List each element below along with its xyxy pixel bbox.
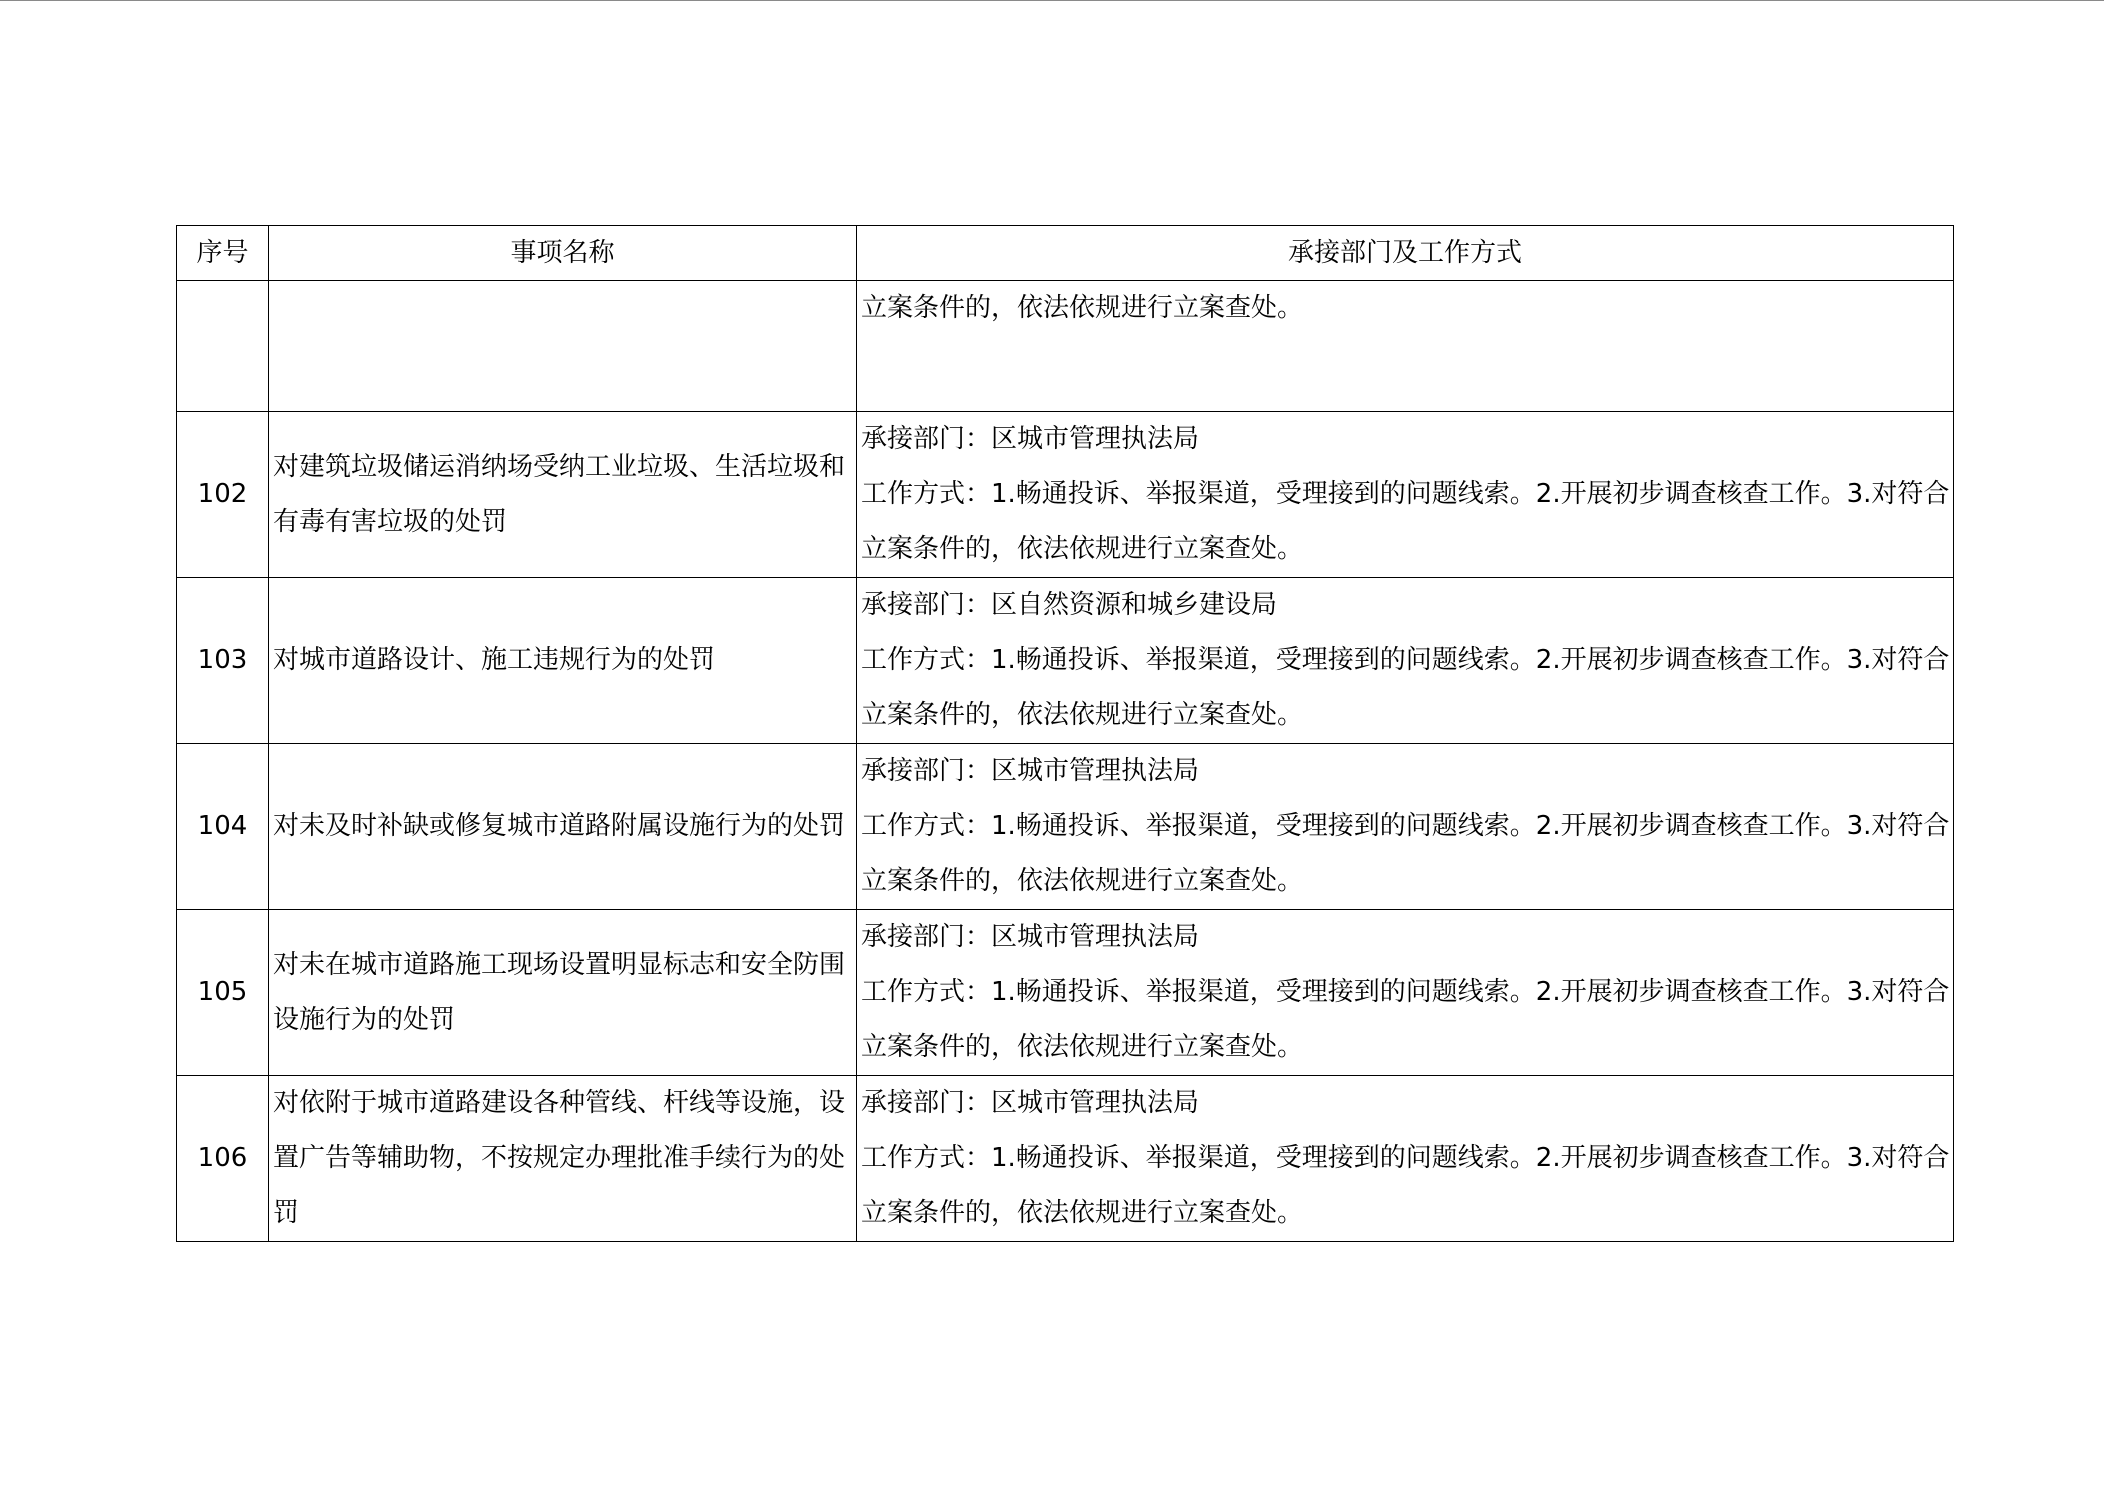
- table-row: [177, 412, 1954, 578]
- department-method-cell: [857, 412, 1954, 578]
- matter-name-cell: [269, 412, 857, 578]
- matter-name-text: 对未在城市道路施工现场设置明显标志和安全防围设施行为的处罚: [273, 949, 846, 1035]
- department-text: 承接部门：区城市管理执法局: [861, 1088, 1200, 1118]
- serial-number-cell: [177, 281, 269, 412]
- work-method-continuation-text: 立案条件的，依法依规进行立案查处。: [861, 700, 1304, 730]
- work-method-text: 工作方式：1.畅通投诉、举报渠道，受理接到的问题线索。2.开展初步调查核查工作。3.对符合: [861, 811, 1950, 841]
- department-method-cell: [857, 578, 1954, 744]
- serial-number-cell: 105: [177, 910, 269, 1076]
- department-method-cell: [857, 1076, 1954, 1242]
- work-method-text: 工作方式：1.畅通投诉、举报渠道，受理接到的问题线索。2.开展初步调查核查工作。3.对符合: [861, 1143, 1950, 1173]
- serial-number-cell: 106: [177, 1076, 269, 1242]
- header-department-and-method: 承接部门及工作方式: [857, 226, 1954, 281]
- serial-number-cell: 104: [177, 744, 269, 910]
- table-header-row: [177, 226, 1954, 281]
- department-text: 承接部门：区城市管理执法局: [861, 922, 1200, 952]
- department-text: 承接部门：区城市管理执法局: [861, 424, 1200, 454]
- page-top-rule: [0, 0, 2104, 1]
- work-method-continuation-text: 立案条件的，依法依规进行立案查处。: [861, 534, 1304, 564]
- work-method-text: 工作方式：1.畅通投诉、举报渠道，受理接到的问题线索。2.开展初步调查核查工作。3.对符合: [861, 645, 1950, 675]
- department-text: 承接部门：区自然资源和城乡建设局: [861, 590, 1278, 620]
- matter-name-text: 对城市道路设计、施工违规行为的处罚: [273, 645, 716, 675]
- table-row: [177, 910, 1954, 1076]
- matter-name-cell: [269, 1076, 857, 1242]
- matter-name-cell: [269, 910, 857, 1076]
- work-method-text: 工作方式：1.畅通投诉、举报渠道，受理接到的问题线索。2.开展初步调查核查工作。3.对符合: [861, 479, 1950, 509]
- method-continuation-text: 立案条件的，依法依规进行立案查处。: [861, 293, 1304, 323]
- table-row: [177, 1076, 1954, 1242]
- matter-name-text: 对依附于城市道路建设各种管线、杆线等设施，设置广告等辅助物，不按规定办理批准手续行为的处罚: [273, 1088, 846, 1228]
- header-matter-name: 事项名称: [269, 226, 857, 281]
- table-row: [177, 578, 1954, 744]
- matter-name-cell: [269, 744, 857, 910]
- work-method-text: 工作方式：1.畅通投诉、举报渠道，受理接到的问题线索。2.开展初步调查核查工作。3.对符合: [861, 977, 1950, 1007]
- header-serial-number: 序号: [177, 226, 269, 281]
- table-row: [177, 744, 1954, 910]
- department-method-cell: [857, 744, 1954, 910]
- matter-name-text: 对建筑垃圾储运消纳场受纳工业垃圾、生活垃圾和有毒有害垃圾的处罚: [273, 451, 846, 537]
- department-text: 承接部门：区城市管理执法局: [861, 756, 1200, 786]
- work-method-continuation-text: 立案条件的，依法依规进行立案查处。: [861, 1032, 1304, 1062]
- table-row-continuation: [177, 281, 1954, 412]
- matter-name-text: 对未及时补缺或修复城市道路附属设施行为的处罚: [273, 811, 846, 841]
- matter-name-cell: [269, 578, 857, 744]
- matter-name-cell: [269, 281, 857, 412]
- work-method-continuation-text: 立案条件的，依法依规进行立案查处。: [861, 866, 1304, 896]
- serial-number-cell: 103: [177, 578, 269, 744]
- department-method-cell: [857, 281, 1954, 412]
- department-method-cell: [857, 910, 1954, 1076]
- matters-table: [176, 225, 1954, 1242]
- work-method-continuation-text: 立案条件的，依法依规进行立案查处。: [861, 1198, 1304, 1228]
- serial-number-cell: 102: [177, 412, 269, 578]
